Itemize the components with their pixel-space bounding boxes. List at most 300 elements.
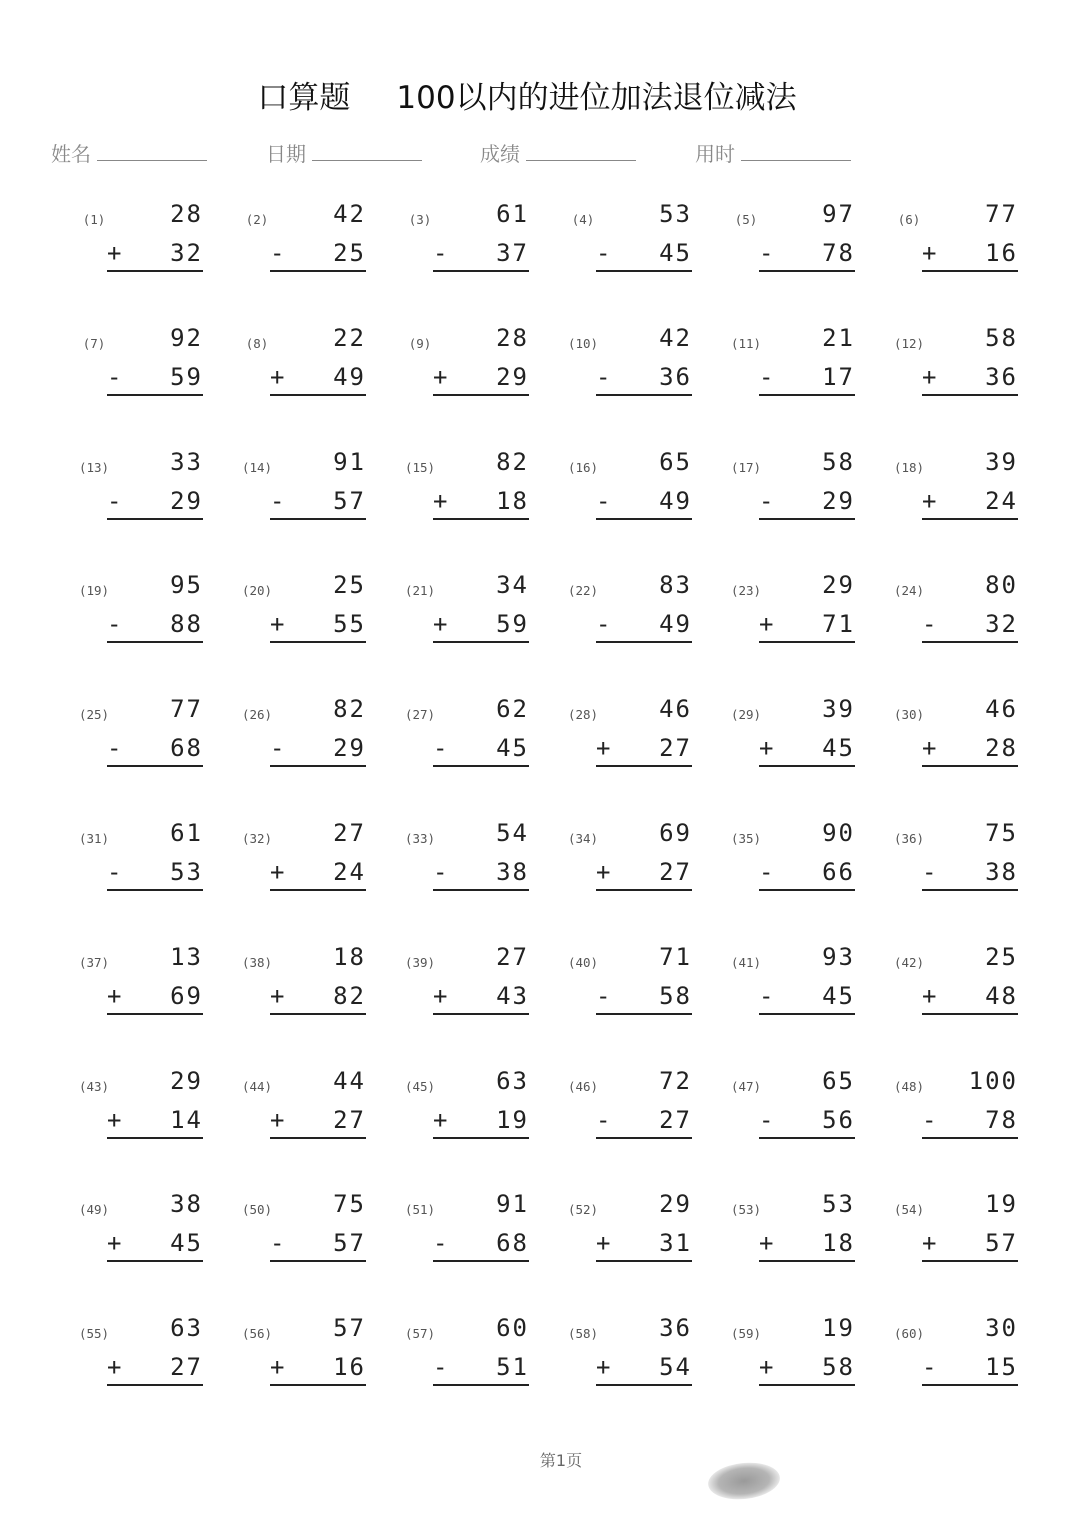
first-operand: 65 <box>822 1066 855 1095</box>
second-operand: 24 <box>333 858 366 886</box>
operator-sign: + <box>107 1353 124 1382</box>
problem-number: (23) <box>730 583 762 599</box>
operator-sign: + <box>922 734 939 763</box>
first-operand: 39 <box>822 695 855 724</box>
page-number: 第1页 <box>539 1451 583 1470</box>
problem-number: (42) <box>893 954 925 970</box>
second-operand-row <box>270 363 366 396</box>
second-operand-row <box>596 363 692 396</box>
operator-sign: + <box>922 486 939 515</box>
operator-sign: + <box>107 1105 124 1134</box>
problem-number: (28) <box>567 707 599 723</box>
first-operand: 90 <box>822 819 855 847</box>
first-operand: 21 <box>822 323 855 352</box>
first-operand: 38 <box>170 1190 203 1219</box>
operator-sign: + <box>270 1353 287 1382</box>
second-operand: 58 <box>822 1353 855 1382</box>
problem-item <box>232 200 366 310</box>
second-operand-row <box>433 610 529 643</box>
problem-item <box>884 571 1018 681</box>
first-operand: 29 <box>170 1066 203 1095</box>
second-operand: 27 <box>659 858 692 886</box>
score-field-label: 成绩 <box>480 142 520 166</box>
problem-number: (46) <box>567 1078 599 1094</box>
problem-item <box>558 571 692 681</box>
problem-number: (33) <box>404 831 436 846</box>
second-operand-row <box>270 1106 366 1139</box>
problem-number: (6) <box>897 212 921 227</box>
second-operand-row <box>759 610 855 643</box>
problem-item <box>69 200 203 310</box>
first-operand: 57 <box>333 1314 366 1343</box>
second-operand: 55 <box>333 610 366 639</box>
second-operand-row <box>596 1229 692 1262</box>
problem-number: (44) <box>241 1078 273 1094</box>
second-operand-row <box>433 239 529 272</box>
second-operand-row <box>433 1106 529 1139</box>
first-operand: 91 <box>496 1190 529 1219</box>
problem-item <box>69 324 203 434</box>
operator-sign: - <box>433 1353 450 1382</box>
second-operand: 69 <box>170 981 203 1010</box>
second-operand-row <box>270 734 366 767</box>
problem-number: (25) <box>78 707 110 723</box>
problem-number: (37) <box>78 954 110 970</box>
problem-number: (30) <box>893 707 925 723</box>
problem-item <box>721 695 855 805</box>
second-operand-row <box>107 1353 203 1386</box>
problem-item <box>395 324 529 434</box>
second-operand-row <box>270 610 366 643</box>
problem-item <box>884 448 1018 558</box>
problem-item <box>884 200 1018 310</box>
first-operand: 72 <box>659 1066 692 1095</box>
second-operand-row <box>759 1353 855 1386</box>
operator-sign: - <box>270 486 287 515</box>
operator-sign: - <box>596 1105 613 1134</box>
problem-number: (29) <box>730 707 762 723</box>
second-operand-row <box>596 1353 692 1386</box>
second-operand: 51 <box>496 1353 529 1382</box>
second-operand-row <box>107 1106 203 1139</box>
first-operand: 54 <box>496 819 529 847</box>
problem-number: (43) <box>78 1078 110 1094</box>
operator-sign: - <box>433 1229 450 1258</box>
first-operand: 25 <box>985 942 1018 971</box>
problem-item <box>69 1314 203 1424</box>
second-operand-row <box>433 1353 529 1386</box>
problem-item <box>69 571 203 681</box>
problem-number: (16) <box>567 459 599 475</box>
problem-number: (55) <box>78 1326 110 1342</box>
problem-number: (34) <box>567 831 599 846</box>
second-operand: 27 <box>659 1105 692 1134</box>
problem-number: (13) <box>78 459 110 475</box>
second-operand-row <box>922 1106 1018 1139</box>
second-operand: 82 <box>333 981 366 1010</box>
second-operand-row <box>596 610 692 643</box>
operator-sign: + <box>922 1229 939 1258</box>
operator-sign: - <box>922 858 939 886</box>
second-operand-row <box>596 239 692 272</box>
second-operand-row <box>433 363 529 396</box>
problem-number: (2) <box>245 212 269 227</box>
problem-number: (50) <box>241 1202 273 1218</box>
first-operand: 69 <box>659 819 692 847</box>
problem-item <box>884 1067 1018 1177</box>
operator-sign: + <box>596 1353 613 1382</box>
operator-sign: - <box>107 610 124 639</box>
problem-item <box>395 200 529 310</box>
second-operand-row <box>922 734 1018 767</box>
operator-sign: - <box>922 1353 939 1382</box>
problem-item <box>232 819 366 929</box>
problem-number: (57) <box>404 1326 436 1342</box>
second-operand: 17 <box>822 362 855 391</box>
first-operand: 75 <box>985 819 1018 847</box>
problem-number: (4) <box>571 212 595 227</box>
problem-item <box>232 324 366 434</box>
operator-sign: - <box>433 858 450 886</box>
second-operand-row <box>107 734 203 767</box>
operator-sign: + <box>596 858 613 886</box>
second-operand-row <box>922 1353 1018 1386</box>
title-right: 100以内的进位加法退位减法 <box>396 80 797 116</box>
second-operand: 59 <box>170 362 203 391</box>
first-operand: 13 <box>170 942 203 971</box>
first-operand: 36 <box>659 1314 692 1343</box>
second-operand: 29 <box>170 486 203 515</box>
first-operand: 19 <box>822 1314 855 1343</box>
title-left: 口算题 <box>257 80 351 116</box>
problem-item <box>884 695 1018 805</box>
problem-number: (54) <box>893 1202 925 1218</box>
operator-sign: + <box>270 858 287 886</box>
operator-sign: + <box>433 486 450 515</box>
second-operand-row <box>107 1229 203 1262</box>
first-operand: 34 <box>496 571 529 600</box>
second-operand: 66 <box>822 858 855 886</box>
operator-sign: - <box>270 734 287 763</box>
first-operand: 61 <box>170 819 203 847</box>
second-operand: 29 <box>822 486 855 515</box>
problem-number: (60) <box>893 1326 925 1342</box>
second-operand-row <box>433 982 529 1015</box>
second-operand-row <box>596 734 692 767</box>
problem-item <box>395 943 529 1053</box>
second-operand-row <box>759 239 855 272</box>
operator-sign: + <box>433 1105 450 1134</box>
problem-item <box>232 695 366 805</box>
problem-number: (52) <box>567 1202 599 1218</box>
second-operand-row <box>596 1106 692 1139</box>
operator-sign: + <box>922 239 939 267</box>
second-operand: 15 <box>985 1353 1018 1382</box>
operator-sign: + <box>922 981 939 1010</box>
second-operand: 31 <box>659 1229 692 1258</box>
second-operand: 57 <box>333 1229 366 1258</box>
second-operand-row <box>759 1229 855 1262</box>
operator-sign: + <box>759 1353 776 1382</box>
problem-item <box>558 1190 692 1300</box>
problem-item <box>232 1067 366 1177</box>
first-operand: 97 <box>822 200 855 228</box>
operator-sign: + <box>596 734 613 763</box>
second-operand-row <box>107 610 203 643</box>
second-operand-row <box>270 982 366 1015</box>
first-operand: 93 <box>822 942 855 971</box>
second-operand: 45 <box>170 1229 203 1258</box>
first-operand: 27 <box>333 819 366 847</box>
operator-sign: + <box>433 981 450 1010</box>
problem-item <box>69 819 203 929</box>
problem-number: (27) <box>404 707 436 723</box>
first-operand: 71 <box>659 942 692 971</box>
second-operand: 27 <box>659 734 692 763</box>
second-operand-row <box>759 982 855 1015</box>
operator-sign: - <box>759 239 776 267</box>
second-operand: 24 <box>985 486 1018 515</box>
problem-item <box>721 448 855 558</box>
problem-number: (47) <box>730 1078 762 1094</box>
first-operand: 42 <box>333 200 366 228</box>
operator-sign: - <box>596 610 613 639</box>
problem-item <box>884 943 1018 1053</box>
problem-item <box>721 200 855 310</box>
first-operand: 92 <box>170 323 203 352</box>
second-operand: 32 <box>170 239 203 267</box>
operator-sign: - <box>107 734 124 763</box>
second-operand: 58 <box>659 981 692 1010</box>
problem-item <box>395 695 529 805</box>
second-operand: 38 <box>496 858 529 886</box>
first-operand: 63 <box>170 1314 203 1343</box>
problem-number: (58) <box>567 1326 599 1342</box>
problem-item <box>395 571 529 681</box>
first-operand: 29 <box>822 571 855 600</box>
operator-sign: + <box>922 362 939 391</box>
operator-sign: - <box>922 610 939 639</box>
problem-number: (32) <box>241 831 273 846</box>
first-operand: 63 <box>496 1066 529 1095</box>
problem-number: (51) <box>404 1202 436 1218</box>
problem-item <box>232 1314 366 1424</box>
operator-sign: - <box>759 362 776 391</box>
problem-number: (20) <box>241 583 273 599</box>
time-field-label: 用时 <box>695 142 735 166</box>
problem-item <box>884 1314 1018 1424</box>
problem-item <box>558 1067 692 1177</box>
problem-number: (14) <box>241 459 273 475</box>
problem-item <box>884 819 1018 929</box>
second-operand-row <box>922 610 1018 643</box>
second-operand-row <box>922 858 1018 891</box>
first-operand: 29 <box>659 1190 692 1219</box>
problem-item <box>558 324 692 434</box>
second-operand-row <box>596 982 692 1015</box>
problem-number: (39) <box>404 954 436 970</box>
operator-sign: + <box>759 610 776 639</box>
second-operand: 68 <box>496 1229 529 1258</box>
second-operand: 54 <box>659 1353 692 1382</box>
first-operand: 53 <box>659 200 692 228</box>
second-operand-row <box>270 1353 366 1386</box>
first-operand: 61 <box>496 200 529 228</box>
problem-item <box>232 448 366 558</box>
operator-sign: + <box>433 610 450 639</box>
second-operand: 25 <box>333 239 366 267</box>
second-operand: 14 <box>170 1105 203 1134</box>
second-operand: 36 <box>985 362 1018 391</box>
problem-number: (11) <box>730 335 762 351</box>
first-operand: 58 <box>985 323 1018 352</box>
operator-sign: - <box>759 486 776 515</box>
problem-item <box>721 1190 855 1300</box>
problem-item <box>395 448 529 558</box>
second-operand-row <box>107 239 203 272</box>
second-operand: 28 <box>985 734 1018 763</box>
second-operand: 53 <box>170 858 203 886</box>
problem-item <box>69 448 203 558</box>
first-operand: 75 <box>333 1190 366 1219</box>
problem-item <box>69 1190 203 1300</box>
problem-number: (18) <box>893 459 925 475</box>
second-operand-row <box>107 363 203 396</box>
second-operand: 16 <box>333 1353 366 1382</box>
first-operand: 46 <box>985 695 1018 724</box>
second-operand-row <box>107 982 203 1015</box>
second-operand: 78 <box>822 239 855 267</box>
problem-number: (56) <box>241 1326 273 1342</box>
second-operand-row <box>270 1229 366 1262</box>
second-operand: 18 <box>496 486 529 515</box>
problem-number: (8) <box>245 335 269 351</box>
problem-item <box>721 943 855 1053</box>
operator-sign: + <box>759 1229 776 1258</box>
second-operand: 71 <box>822 610 855 639</box>
problem-number: (22) <box>567 583 599 599</box>
operator-sign: - <box>759 1105 776 1134</box>
first-operand: 65 <box>659 447 692 476</box>
problem-item <box>558 200 692 310</box>
second-operand: 29 <box>496 362 529 391</box>
operator-sign: - <box>922 1105 939 1134</box>
problem-number: (5) <box>734 212 758 227</box>
second-operand-row <box>922 363 1018 396</box>
problem-item <box>721 819 855 929</box>
second-operand-row <box>596 487 692 520</box>
problem-item <box>232 1190 366 1300</box>
problem-item <box>558 448 692 558</box>
second-operand-row <box>270 239 366 272</box>
problem-item <box>69 943 203 1053</box>
second-operand-row <box>922 1229 1018 1262</box>
problem-item <box>721 1314 855 1424</box>
operator-sign: + <box>270 1105 287 1134</box>
problem-number: (45) <box>404 1078 436 1094</box>
second-operand: 49 <box>659 610 692 639</box>
problem-item <box>69 695 203 805</box>
operator-sign: + <box>107 1229 124 1258</box>
first-operand: 60 <box>496 1314 529 1343</box>
problem-item <box>232 943 366 1053</box>
operator-sign: - <box>107 486 124 515</box>
second-operand: 19 <box>496 1105 529 1134</box>
second-operand: 45 <box>822 734 855 763</box>
second-operand: 56 <box>822 1105 855 1134</box>
second-operand: 27 <box>333 1105 366 1134</box>
operator-sign: + <box>270 362 287 391</box>
problem-number: (36) <box>893 831 925 846</box>
problem-number: (40) <box>567 954 599 970</box>
operator-sign: - <box>433 734 450 763</box>
problem-item <box>395 1190 529 1300</box>
second-operand: 38 <box>985 858 1018 886</box>
problem-number: (53) <box>730 1202 762 1218</box>
problem-number: (26) <box>241 707 273 723</box>
problem-item <box>558 819 692 929</box>
first-operand: 95 <box>170 571 203 600</box>
problem-item <box>721 1067 855 1177</box>
first-operand: 83 <box>659 571 692 600</box>
second-operand: 43 <box>496 981 529 1010</box>
second-operand-row <box>270 487 366 520</box>
operator-sign: - <box>433 239 450 267</box>
problem-item <box>884 324 1018 434</box>
second-operand-row <box>107 487 203 520</box>
problem-number: (24) <box>893 583 925 599</box>
operator-sign: - <box>596 981 613 1010</box>
first-operand: 19 <box>985 1190 1018 1219</box>
problem-number: (15) <box>404 459 436 475</box>
second-operand: 68 <box>170 734 203 763</box>
operator-sign: - <box>596 239 613 267</box>
problem-number: (19) <box>78 583 110 599</box>
first-operand: 77 <box>985 200 1018 228</box>
problem-item <box>558 1314 692 1424</box>
second-operand: 88 <box>170 610 203 639</box>
problem-item <box>232 571 366 681</box>
second-operand-row <box>270 858 366 891</box>
first-operand: 58 <box>822 447 855 476</box>
second-operand-row <box>433 487 529 520</box>
second-operand-row <box>922 982 1018 1015</box>
second-operand: 45 <box>822 981 855 1010</box>
operator-sign: - <box>270 1229 287 1258</box>
second-operand-row <box>433 858 529 891</box>
second-operand-row <box>107 858 203 891</box>
second-operand-row <box>759 1106 855 1139</box>
second-operand-row <box>433 1229 529 1262</box>
second-operand: 45 <box>496 734 529 763</box>
second-operand-row <box>922 487 1018 520</box>
problem-item <box>558 943 692 1053</box>
problem-item <box>395 819 529 929</box>
operator-sign: + <box>270 981 287 1010</box>
problem-number: (35) <box>730 831 762 846</box>
second-operand: 49 <box>659 486 692 515</box>
name-field-label: 姓名 <box>51 142 91 166</box>
first-operand: 100 <box>968 1066 1018 1095</box>
second-operand: 57 <box>985 1229 1018 1258</box>
problem-item <box>395 1314 529 1424</box>
second-operand: 32 <box>985 610 1018 639</box>
second-operand: 16 <box>985 239 1018 267</box>
second-operand-row <box>759 363 855 396</box>
problem-number: (7) <box>82 335 106 351</box>
problem-number: (10) <box>567 335 599 351</box>
second-operand-row <box>759 487 855 520</box>
